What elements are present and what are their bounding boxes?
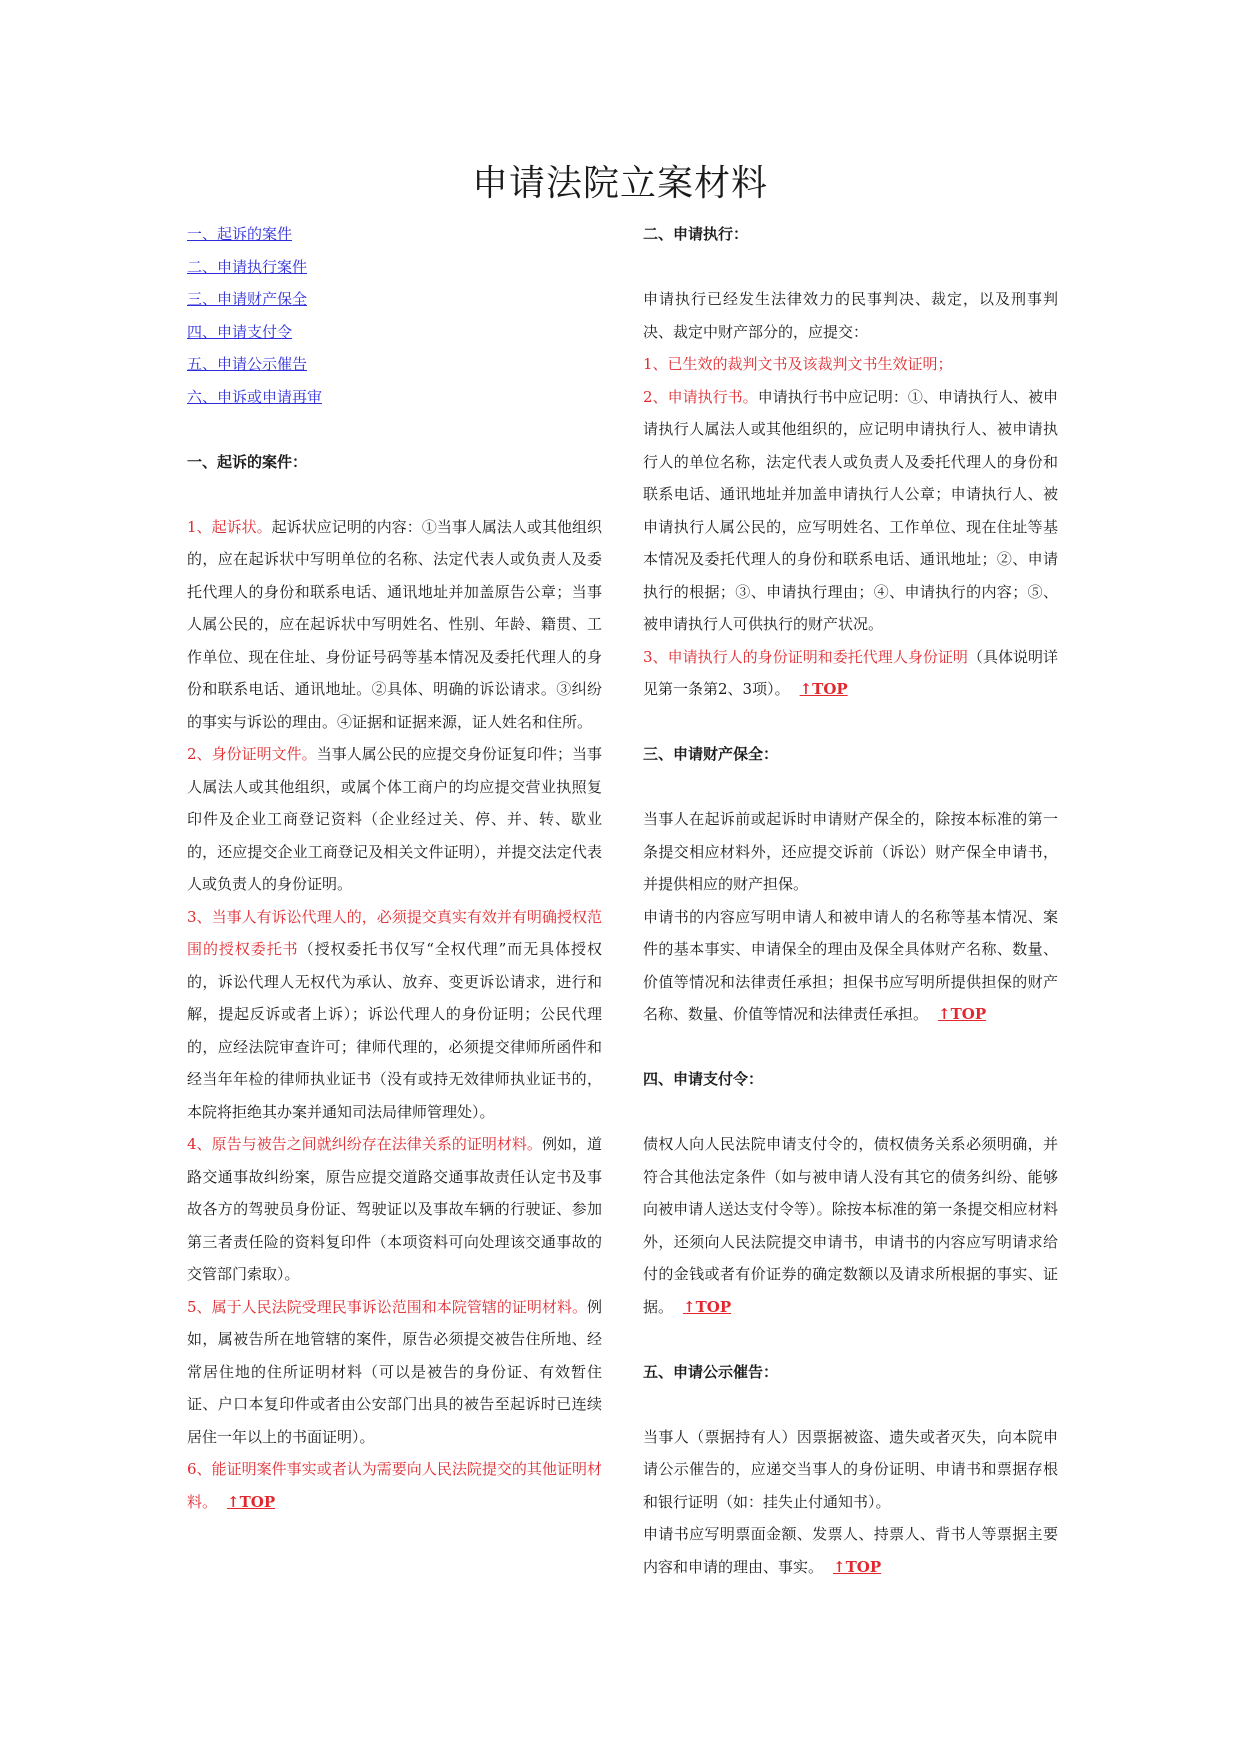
section-1-heading: 一、起诉的案件：: [187, 452, 308, 471]
back-to-top-link[interactable]: ↑TOP: [799, 680, 848, 698]
section-5-paragraph-1: 当事人（票据持有人）因票据被盗、遗失或者灭失，向本院申请公示催告的，应递交当事人的身份证明、申请书和票据存根和银行证明（如：挂失止付通知书）。: [643, 1427, 1058, 1511]
toc-link-payment-order[interactable]: 四、申请支付令: [187, 322, 293, 341]
item-text: 当事人属公民的应提交身份证复印件；当事人属法人或其他组织，或属个体工商户的均应提交营业执照复印件及企业工商登记资料（企业经过关、停、并、转、歇业的，还应提交企业工商登记及相关文件证明），并提交法定代表人或负责人的身份证明。: [187, 745, 602, 893]
item-text: （授权委托书仅写“全权代理”而无具体授权的，诉讼代理人无权代为承认、放弃、变更诉讼请求，进行和解，提起反诉或者上诉）；诉讼代理人的身份证明；公民代理的，应经法院审查许可；律师代理的，必须提交律师所函件和经当年年检的律师执业证书（没有或持无效律师执业证书的，本院将拒绝其办案并通知司法局律师管理处）。: [187, 940, 602, 1121]
item-label: 3、当事人有诉讼代理人的，必须提交真实有效并有明确授权范围的授权委托书: [187, 907, 602, 958]
toc-link-property-preservation[interactable]: 三、申请财产保全: [187, 290, 308, 308]
item-label: 5、属于人民法院受理民事诉讼范围和本院管辖的证明材料。: [187, 1297, 587, 1316]
item-text: 例如，道路交通事故纠纷案，原告应提交道路交通事故责任认定书及事故各方的驾驶员身份证、驾驶证以及事故车辆的行驶证、参加第三者责任险的资料复印件（本项资料可向处理该交通事故的交管部门索取）。: [187, 1135, 602, 1283]
item-label: 2、申请执行书。: [643, 387, 758, 406]
item-text: 起诉状应记明的内容：①当事人属法人或其他组织的，应在起诉状中写明单位的名称、法定代表人或负责人及委托代理人的身份和联系电话、通讯地址并加盖原告公章；当事人属公民的，应在起诉状中写明姓名、性别、年龄、籍贯、工作单位、现在住址、身份证号码等基本情况及委托代理人的身份和联系电话、通讯地址。②具体、明确的诉讼请求。③纠纷的事实与诉讼的理由。④证据和证据来源，证人姓名和住所。: [187, 517, 602, 731]
section-1-item-6: [187, 1453, 602, 1518]
left-column: [187, 218, 602, 1518]
section-1-item-3: [187, 901, 602, 1129]
table-of-contents: [187, 218, 602, 413]
back-to-top-link[interactable]: ↑TOP: [227, 1492, 276, 1511]
section-3-heading: 三、申请财产保全：: [643, 745, 779, 763]
section-5-heading: 五、申请公示催告：: [643, 1362, 779, 1381]
section-1-item-5: [187, 1291, 602, 1454]
section-3-paragraph-2: [643, 901, 1058, 1031]
section-2-item-3: [643, 641, 1058, 706]
back-to-top-link[interactable]: ↑TOP: [938, 1005, 987, 1023]
paragraph-text: 申请书应写明票面金额、发票人、持票人、背书人等票据主要内容和申请的理由、事实。: [643, 1525, 1058, 1576]
item-text: 例如，属被告所在地管辖的案件，原告必须提交被告住所地、经常居住地的住所证明材料（可以是被告的身份证、有效暂住证、户口本复印件或者由公安部门出具的被告至起诉时已连续居住一年以上的书面证明）。: [187, 1297, 602, 1446]
item-label: 4、原告与被告之间就纠纷存在法律关系的证明材料。: [187, 1135, 542, 1153]
paragraph-text: 债权人向人民法院申请支付令的，债权债务关系必须明确，并符合其他法定条件（如与被申请人没有其它的债务纠纷、能够向被申请人送达支付令等）。除按本标准的第一条提交相应材料外，还须向人民法院提交申请书，申请书的内容应写明请求给付的金钱或者有价证券的确定数额以及请求所根据的事实、证据。: [643, 1135, 1058, 1316]
page-title: 申请法院立案材料: [471, 163, 768, 204]
toc-link-public-summons[interactable]: 五、申请公示催告: [187, 355, 308, 373]
item-label: 1、起诉状。: [187, 517, 272, 536]
item-label: 3、申请执行人的身份证明和委托代理人身份证明: [643, 647, 968, 666]
section-1-item-1: [187, 511, 602, 739]
section-5-paragraph-2: [643, 1518, 1058, 1583]
toc-link-retrial[interactable]: 六、申诉或申请再审: [187, 387, 323, 406]
section-2-intro: 申请执行已经发生法律效力的民事判决、裁定，以及刑事判决、裁定中财产部分的，应提交：: [643, 290, 1058, 341]
item-text: （具体说明详见第一条第2、3项）。: [643, 647, 1058, 698]
section-3-paragraph-1: 当事人在起诉前或起诉时申请财产保全的，除按本标准的第一条提交相应材料外，还应提交诉前（诉讼）财产保全申请书，并提供相应的财产担保。: [643, 810, 1058, 893]
back-to-top-link[interactable]: ↑TOP: [683, 1297, 732, 1316]
item-label: 6、能证明案件事实或者认为需要向人民法院提交的其他证明材料。: [187, 1460, 602, 1511]
item-text: 申请执行书中应记明：①、申请执行人、被申请执行人属法人或其他组织的，应记明申请执行人、被申请执行人的单位名称，法定代表人或负责人及委托代理人的身份和联系电话、通讯地址并加盖申请执行人公章；申请执行人、被申请执行人属公民的，应写明姓名、工作单位、现在住址等基本情况及委托代理人的身份和联系电话、通讯地址；②、申请执行的根据；③、申请执行理由；④、申请执行的内容；⑤、被申请执行人可供执行的财产状况。: [643, 387, 1058, 633]
section-4-paragraph-1: [643, 1128, 1058, 1323]
item-label: 2、身份证明文件。: [187, 745, 317, 763]
section-1-item-4: [187, 1128, 602, 1291]
toc-link-execution[interactable]: 二、申请执行案件: [187, 257, 308, 276]
section-4-heading: 四、申请支付令：: [643, 1070, 764, 1088]
section-2-item-2: [643, 381, 1058, 641]
right-column: [643, 218, 1058, 1583]
section-1-item-2: [187, 738, 602, 901]
section-2-item-1: 1、已生效的裁判文书及该裁判文书生效证明；: [643, 355, 953, 373]
back-to-top-link[interactable]: ↑TOP: [833, 1557, 882, 1576]
paragraph-text: 申请书的内容应写明申请人和被申请人的名称等基本情况、案件的基本事实、申请保全的理由及保全具体财产名称、数量、价值等情况和法律责任承担；担保书应写明所提供担保的财产名称、数量、价值等情况和法律责任承担。: [643, 907, 1058, 1023]
section-2-heading: 二、申请执行：: [643, 225, 749, 243]
toc-link-lawsuit[interactable]: 一、起诉的案件: [187, 225, 293, 243]
